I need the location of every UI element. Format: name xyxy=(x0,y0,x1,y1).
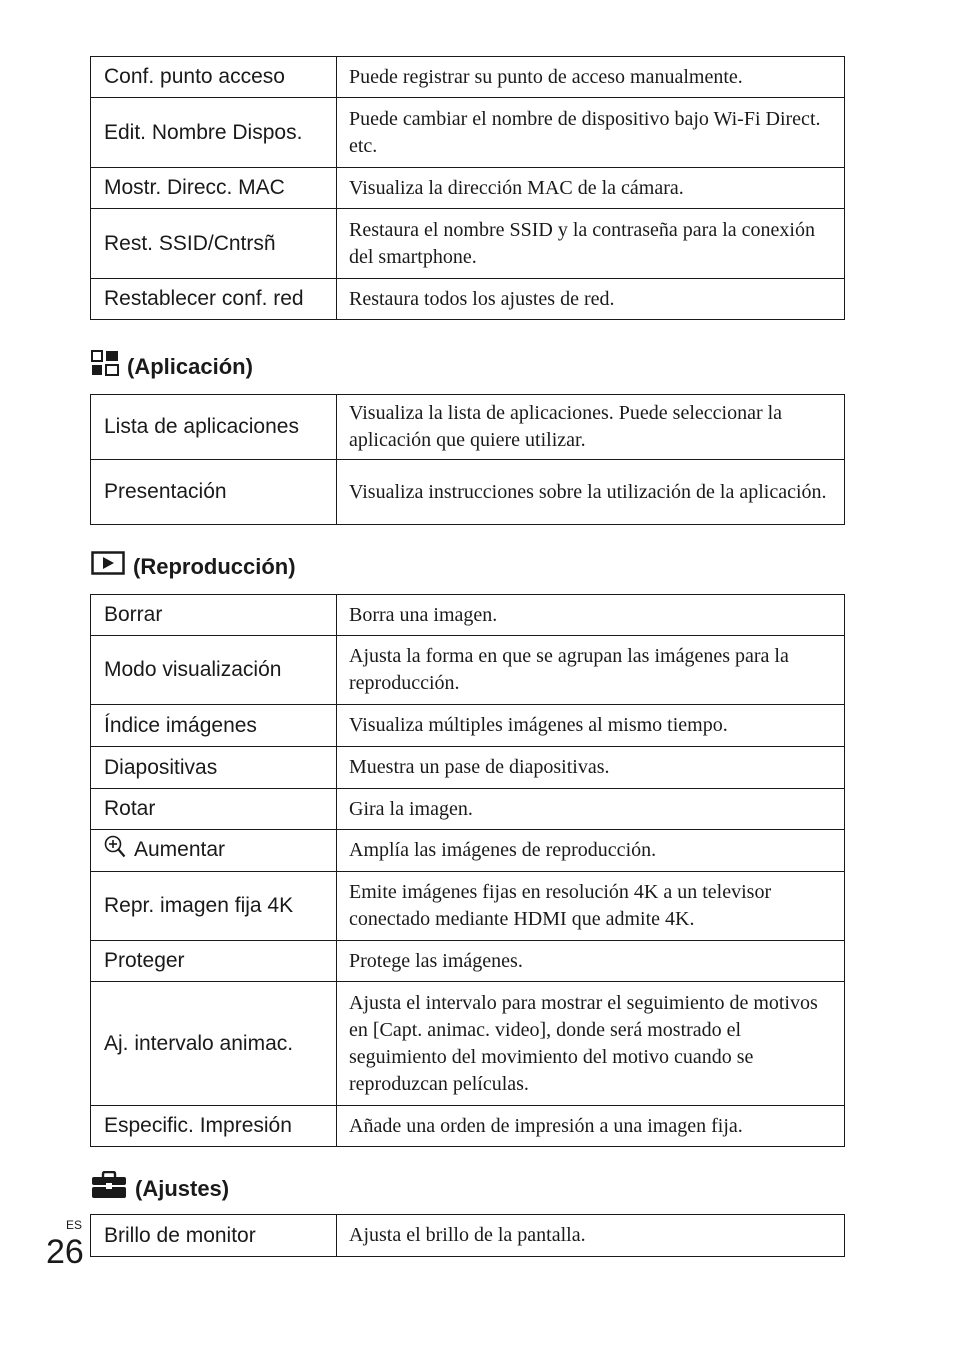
setting-name: Mostr. Direcc. MAC xyxy=(91,168,337,209)
setting-description: Muestra un pase de diapositivas. xyxy=(337,747,845,789)
table-row xyxy=(91,168,845,209)
setting-name: Rotar xyxy=(91,789,337,830)
section-title: (Ajustes) xyxy=(135,1175,230,1201)
setting-name: Conf. punto acceso xyxy=(91,57,337,98)
setting-name: Restablecer conf. red xyxy=(91,279,337,320)
playback-icon xyxy=(91,551,125,582)
setting-description: Ajusta el intervalo para mostrar el seguimiento de motivos en [Capt. animac. video], donde será mostrado el seguimiento del movimiento del motivo cuando se reproduzcan películas. xyxy=(337,982,845,1106)
table-row xyxy=(91,941,845,982)
page-language: ES xyxy=(66,1218,83,1232)
setting-name: Especific. Impresión xyxy=(91,1106,337,1147)
application-table xyxy=(90,394,845,525)
setting-name: Aj. intervalo animac. xyxy=(91,982,337,1106)
setting-description: Borra una imagen. xyxy=(337,595,845,636)
setting-description: Ajusta el brillo de la pantalla. xyxy=(337,1215,845,1257)
setting-description: Puede registrar su punto de acceso manualmente. xyxy=(337,57,845,98)
playback-table xyxy=(90,594,845,1147)
table-row xyxy=(91,872,845,941)
section-title: (Aplicación) xyxy=(127,353,253,379)
setting-description: Emite imágenes fijas en resolución 4K a un televisor conectado mediante HDMI que admite 4K. xyxy=(337,872,845,941)
setting-name: Diapositivas xyxy=(91,747,337,789)
section-heading-settings xyxy=(91,1171,229,1206)
setting-name: Rest. SSID/Cntrsñ xyxy=(91,209,337,279)
table-row xyxy=(91,636,845,705)
table-row xyxy=(91,705,845,747)
setting-description: Restaura todos los ajustes de red. xyxy=(337,279,845,320)
setting-description: Puede cambiar el nombre de dispositivo bajo Wi-Fi Direct. etc. xyxy=(337,98,845,168)
section-heading-playback xyxy=(91,551,296,582)
table-row xyxy=(91,1106,845,1147)
zoom-in-icon xyxy=(104,835,126,866)
table-row xyxy=(91,982,845,1106)
setting-description: Protege las imágenes. xyxy=(337,941,845,982)
table-row xyxy=(91,460,845,525)
table-row xyxy=(91,789,845,830)
setting-description: Amplía las imágenes de reproducción. xyxy=(337,830,845,872)
setting-name-text: Aumentar xyxy=(134,838,226,861)
section-title: (Reproducción) xyxy=(133,553,296,579)
setting-description: Visualiza múltiples imágenes al mismo tiempo. xyxy=(337,705,845,747)
table-row xyxy=(91,279,845,320)
setting-name: Lista de aplicaciones xyxy=(91,395,337,460)
setting-description: Visualiza instrucciones sobre la utilización de la aplicación. xyxy=(337,460,845,525)
table-row xyxy=(91,1215,845,1257)
setting-description: Visualiza la dirección MAC de la cámara. xyxy=(337,168,845,209)
setting-name: Edit. Nombre Dispos. xyxy=(91,98,337,168)
settings-table xyxy=(90,1214,845,1257)
table-row xyxy=(91,747,845,789)
setting-name: Proteger xyxy=(91,941,337,982)
setting-description: Gira la imagen. xyxy=(337,789,845,830)
table-row xyxy=(91,595,845,636)
section-heading-application xyxy=(91,350,253,383)
toolbox-icon xyxy=(91,1171,127,1206)
setting-name xyxy=(91,830,337,872)
setting-name: Borrar xyxy=(91,595,337,636)
network-settings-table xyxy=(90,56,845,320)
setting-name: Presentación xyxy=(91,460,337,525)
setting-description: Restaura el nombre SSID y la contraseña para la conexión del smartphone. xyxy=(337,209,845,279)
setting-name: Repr. imagen fija 4K xyxy=(91,872,337,941)
table-row xyxy=(91,395,845,460)
table-row xyxy=(91,209,845,279)
setting-name: Brillo de monitor xyxy=(91,1215,337,1257)
page-number: 26 xyxy=(46,1233,84,1271)
table-row xyxy=(91,57,845,98)
setting-name: Índice imágenes xyxy=(91,705,337,747)
table-row xyxy=(91,98,845,168)
setting-description: Visualiza la lista de aplicaciones. Puede seleccionar la aplicación que quiere utilizar. xyxy=(337,395,845,460)
setting-description: Añade una orden de impresión a una imagen fija. xyxy=(337,1106,845,1147)
setting-description: Ajusta la forma en que se agrupan las imágenes para la reproducción. xyxy=(337,636,845,705)
table-row xyxy=(91,830,845,872)
setting-name: Modo visualización xyxy=(91,636,337,705)
application-grid-icon xyxy=(91,350,119,383)
